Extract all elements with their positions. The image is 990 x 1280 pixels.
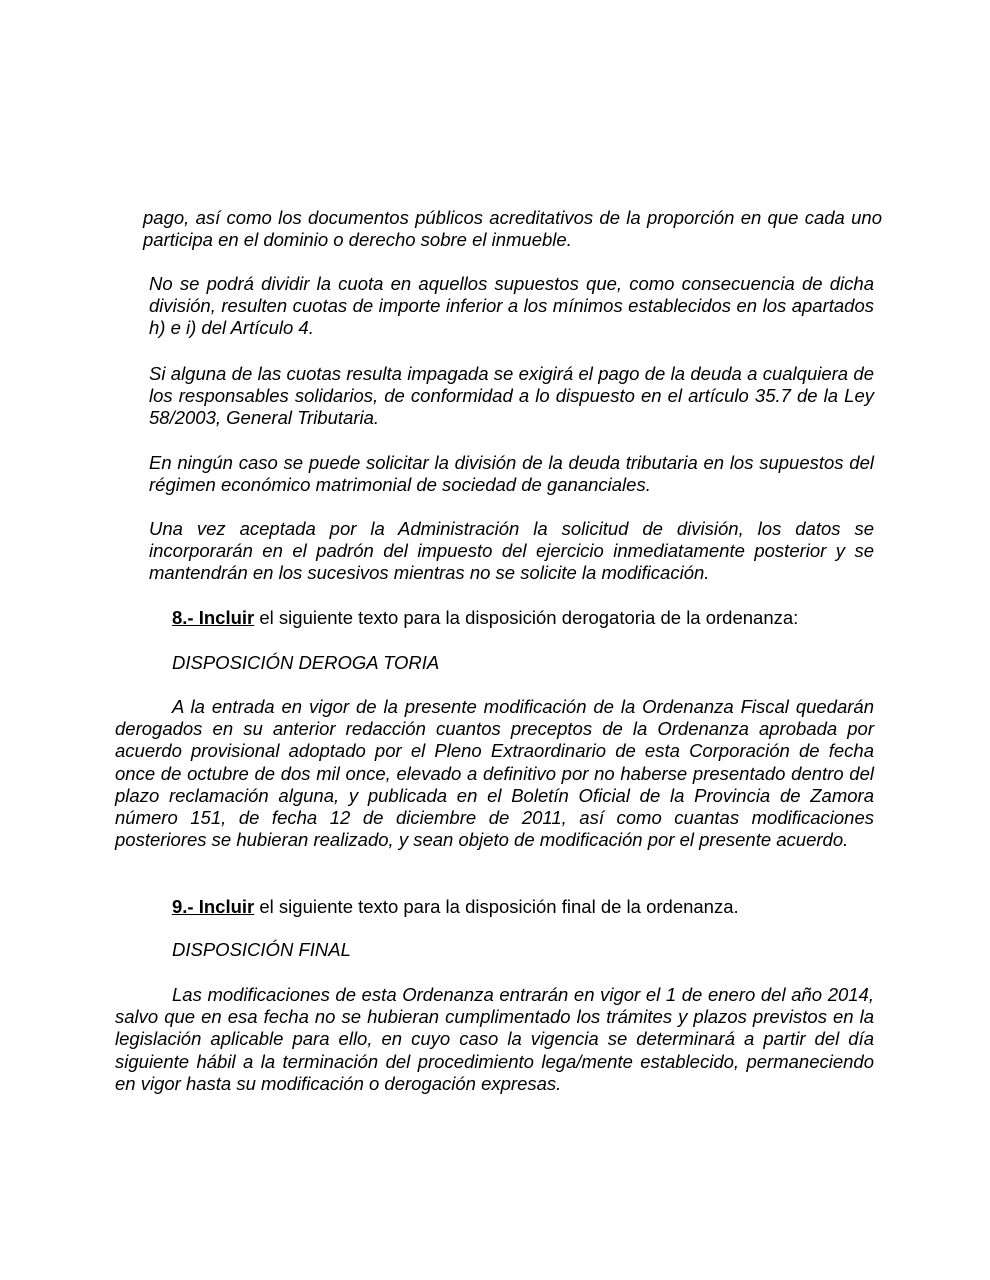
item-9-label: 9.- Incluir	[172, 896, 255, 917]
paragraph-final-body: Las modificaciones de esta Ordenanza entrarán en vigor el 1 de enero del año 2014, salvo que en esa fecha no se hubieran cumplimentado los trámites y plazos previstos en la legislación aplicable para ello, en cuyo caso la vigencia se determinará a partir del día siguiente hábil a la terminación del procedimiento lega/mente establecido, permaneciendo en vigor hasta su modificación o derogación expresas.	[115, 984, 874, 1094]
paragraph-derogatoria-body: A la entrada en vigor de la presente modificación de la Ordenanza Fiscal quedarán derogados en su anterior redacción cuantos preceptos de la Ordenanza aprobada por acuerdo provisional adoptado por el Pleno Extraordinario de esta Corporación de fecha once de octubre de dos mil once, elevado a definitivo por no haberse presentado dentro del plazo reclamación alguna, y publicada en el Boletín Oficial de la Provincia de Zamora número 151, de fecha 12 de diciembre de 2011, así como cuantas modificaciones posteriores se hubieran realizado, y sean objeto de modificación por el presente acuerdo.	[115, 696, 874, 851]
paragraph-gananciales: En ningún caso se puede solicitar la división de la deuda tributaria en los supuestos del régimen económico matrimonial de sociedad de gananciales.	[149, 452, 874, 496]
paragraph-padron-incorporation: Una vez aceptada por la Administración la solicitud de división, los datos se incorporarán en el padrón del impuesto del ejercicio inmediatamente posterior y se mantendrán en los sucesivos mientras no se solicite la modificación.	[149, 518, 874, 584]
heading-disposicion-derogatoria: DISPOSICIÓN DEROGA TORIA	[172, 652, 440, 673]
item-9-final-intro	[172, 896, 882, 918]
item-8-text: el siguiente texto para la disposición derogatoria de la ordenanza:	[254, 607, 799, 628]
heading-disposicion-final: DISPOSICIÓN FINAL	[172, 939, 351, 960]
item-9-text: el siguiente texto para la disposición final de la ordenanza.	[254, 896, 739, 917]
paragraph-payment-documents: pago, así como los documentos públicos acreditativos de la proporción en que cada uno participa en el dominio o derecho sobre el inmueble.	[143, 207, 882, 251]
item-8-derogatoria-intro	[172, 607, 882, 629]
item-8-label: 8.- Incluir	[172, 607, 255, 628]
paragraph-quota-division-limit: No se podrá dividir la cuota en aquellos supuestos que, como consecuencia de dicha división, resulten cuotas de importe inferior a los mínimos establecidos en los apartados h) e i) del Artículo 4.	[149, 273, 874, 339]
paragraph-unpaid-quotas: Si alguna de las cuotas resulta impagada se exigirá el pago de la deuda a cualquiera de los responsables solidarios, de conformidad a lo dispuesto en el artículo 35.7 de la Ley 58/2003, General Tributaria.	[149, 363, 874, 429]
